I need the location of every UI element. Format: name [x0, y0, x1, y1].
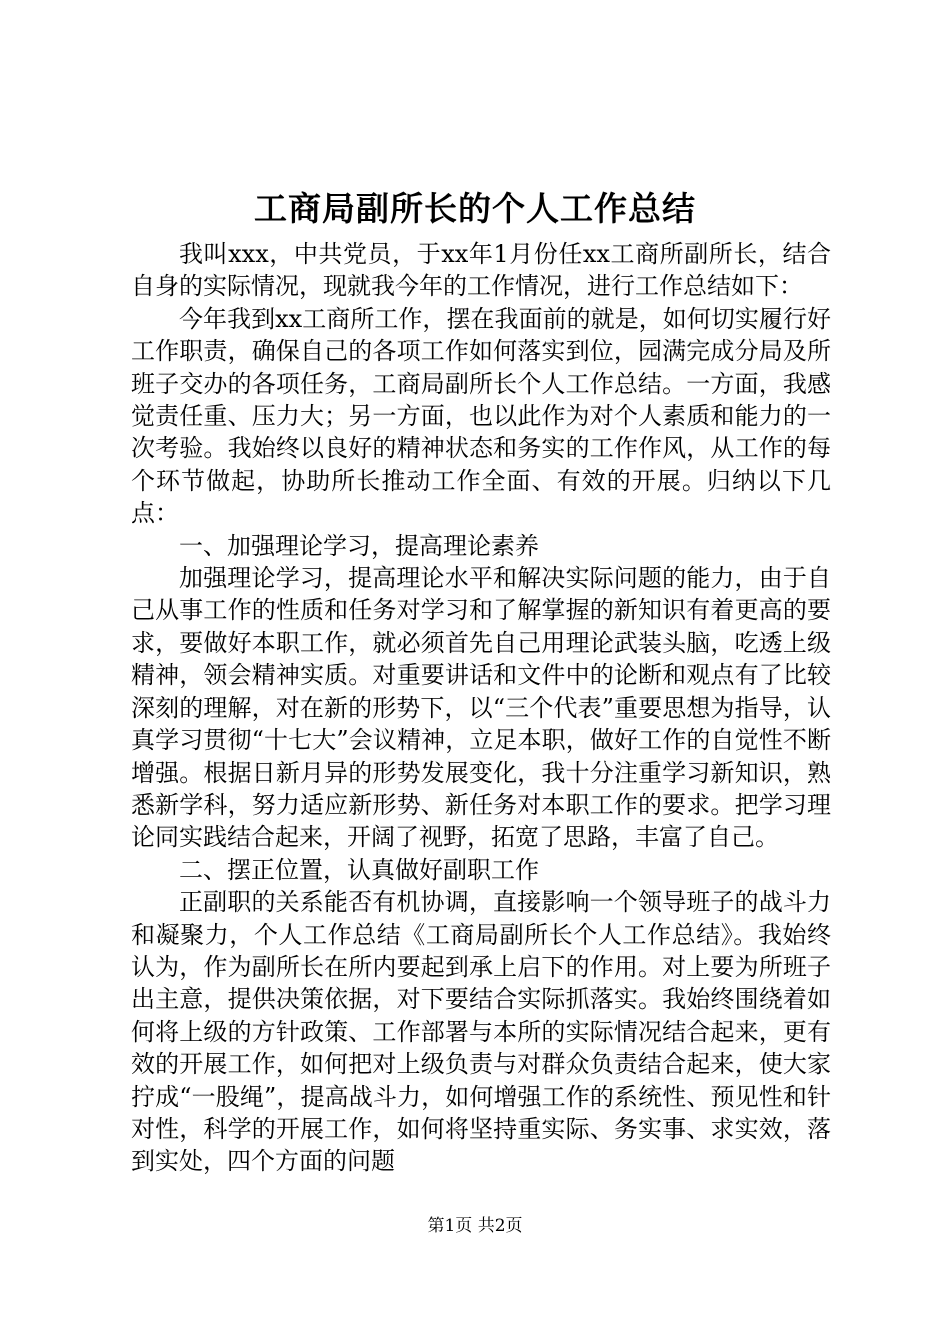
paragraph-overview: 今年我到xx工商所工作，摆在我面前的就是，如何切实履行好工作职责，确保自己的各项工作如何落实到位，园满完成分局及所班子交办的各项任务，工商局副所长个人工作总结。一方面，我感觉责任重、压力大；另一方面，也以此作为对个人素质和能力的一次考验。我始终以良好的精神状态和务实的工作作风，从工作的每个环节做起，协助所长推动工作全面、有效的开展。归纳以下几点： — [131, 304, 831, 528]
section-heading-position: 二、摆正位置，认真做好副职工作 — [179, 855, 539, 884]
paragraph-intro: 我叫xxx，中共党员，于xx年1月份任xx工商所副所长，结合自身的实际情况，现就我今年的工作情况，进行工作总结如下： — [131, 240, 831, 301]
document-title: 工商局副所长的个人工作总结 — [254, 189, 696, 228]
document-body — [131, 238, 831, 1178]
section-heading-theory: 一、加强理论学习，提高理论素养 — [179, 531, 539, 560]
paragraph-theory: 加强理论学习，提高理论水平和解决实际问题的能力，由于自己从事工作的性质和任务对学习和了解掌握的新知识有着更高的要求，要做好本职工作，就必须首先自己用理论武装头脑，吃透上级精神，领会精神实质。对重要讲话和文件中的论断和观点有了比较深刻的理解，对在新的形势下，以“三个代表”重要思想为指导，认真学习贯彻“十七大”会议精神，立足本职，做好工作的自觉性不断增强。根据日新月异的形势发展变化，我十分注重学习新知识，熟悉新学科，努力适应新形势、新任务对本职工作的要求。把学习理论同实践结合起来，开阔了视野，拓宽了思路，丰富了自己。 — [131, 564, 831, 852]
page-footer: 第1页 共2页 — [427, 1216, 523, 1236]
paragraph-position: 正副职的关系能否有机协调，直接影响一个领导班子的战斗力和凝聚力，个人工作总结《工商局副所长个人工作总结》。我始终认为，作为副所长在所内要起到承上启下的作用。对上要为所班子出主意，提供决策依据，对下要结合实际抓落实。我始终围绕着如何将上级的方针政策、工作部署与本所的实际情况结合起来，更有效的开展工作，如何把对上级负责与对群众负责结合起来，使大家拧成“一股绳”，提高战斗力，如何增强工作的系统性、预见性和针对性，科学的开展工作，如何将坚持重实际、务实事、求实效，落到实处，四个方面的问题 — [131, 888, 831, 1176]
